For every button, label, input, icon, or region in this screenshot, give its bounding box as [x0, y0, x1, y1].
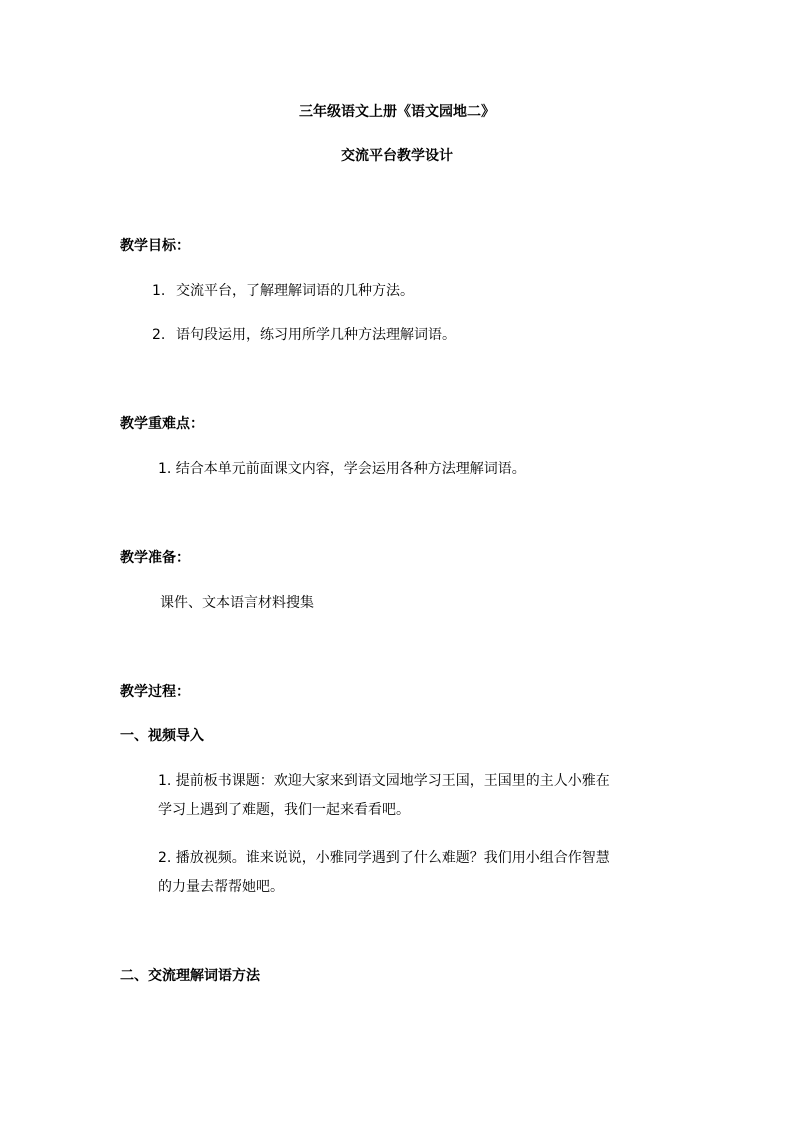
key-point-item-1: 1. 结合本单元前面课文内容，学会运用各种方法理解词语。: [158, 461, 526, 477]
goal-item-text: 语句段运用，练习用所学几种方法理解词语。: [176, 327, 456, 343]
preparation-text: 课件、文本语言材料搜集: [160, 595, 314, 611]
part1-paragraph-1-line-1: 1. 提前板书课题：欢迎大家来到语文园地学习王国，王国里的主人小雅在: [158, 773, 610, 789]
preparation-heading: 教学准备：: [120, 550, 190, 566]
goal-item-2: [152, 325, 456, 345]
document-subtitle: 交流平台教学设计: [341, 148, 453, 164]
goal-item-1: [152, 281, 414, 301]
process-heading: 教学过程：: [120, 684, 190, 700]
document-title: 三年级语文上册《语文园地二》: [299, 104, 495, 120]
goals-heading: 教学目标：: [120, 238, 190, 254]
part1-paragraph-1-line-2: 学习上遇到了难题，我们一起来看看吧。: [158, 802, 410, 818]
part2-heading: 二、交流理解词语方法: [120, 968, 260, 984]
part1-heading: 一、视频导入: [120, 728, 204, 744]
key-points-heading: 教学重难点：: [120, 416, 204, 432]
goal-item-text: 交流平台，了解理解词语的几种方法。: [176, 283, 414, 299]
part1-paragraph-2-line-2: 的力量去帮帮她吧。: [158, 879, 284, 895]
goal-item-number: 1.: [152, 283, 166, 299]
goal-item-number: 2.: [152, 327, 166, 343]
part1-paragraph-2-line-1: 2. 播放视频。谁来说说，小雅同学遇到了什么难题？我们用小组合作智慧: [158, 850, 610, 866]
